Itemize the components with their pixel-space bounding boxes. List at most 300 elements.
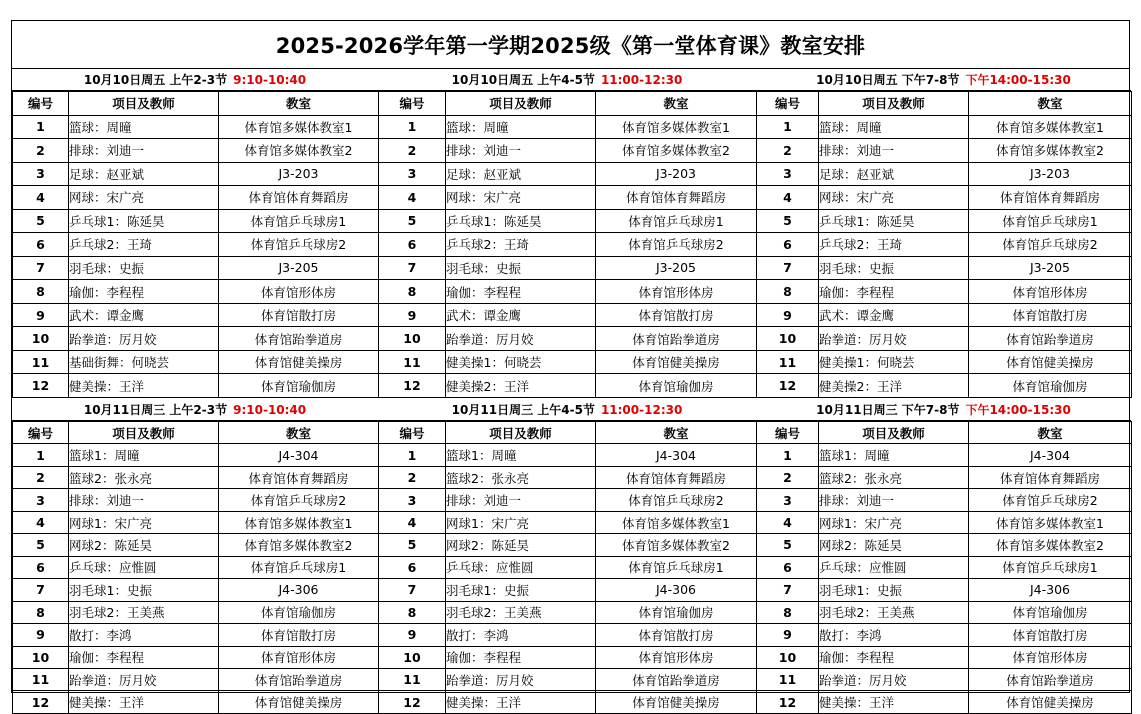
- classroom: 体育馆体育舞蹈房: [219, 186, 379, 210]
- session-block: [756, 69, 1131, 398]
- header-room: 教室: [596, 92, 757, 116]
- project-teacher: 健美操：王洋: [446, 691, 596, 714]
- session-time: 下午14:00-15:30: [965, 403, 1071, 417]
- row-number: 11: [379, 350, 446, 374]
- project-teacher: 乒乓球1：陈延昊: [819, 209, 969, 233]
- row-number: 4: [379, 511, 446, 533]
- project-teacher: 网球：宋广亮: [446, 186, 596, 210]
- table-row: [13, 668, 379, 690]
- table-row: [757, 233, 1132, 257]
- row-number: 4: [379, 186, 446, 210]
- session-time: 11:00-12:30: [600, 72, 683, 87]
- row-number: 9: [757, 624, 819, 646]
- row-number: 1: [757, 115, 819, 139]
- classroom: J4-304: [596, 444, 757, 466]
- table-row: [13, 139, 379, 163]
- header-project: 项目及教师: [69, 92, 219, 116]
- classroom: 体育馆形体房: [596, 646, 757, 668]
- project-teacher: 基础街舞：何晓芸: [69, 350, 219, 374]
- table-row: [13, 327, 379, 351]
- table-row: [13, 601, 379, 623]
- session-date: 10月11日周三 上午2-3节: [83, 403, 228, 417]
- session-table: [12, 421, 379, 714]
- session-header: [12, 399, 378, 421]
- header-num: 编号: [757, 422, 819, 444]
- table-header-row: [379, 92, 757, 116]
- row-number: 9: [379, 303, 446, 327]
- project-teacher: 足球：赵亚斌: [69, 162, 219, 186]
- header-num: 编号: [13, 422, 69, 444]
- classroom: 体育馆跆拳道房: [596, 327, 757, 351]
- row-number: 5: [757, 534, 819, 556]
- project-teacher: 乒乓球2：王琦: [819, 233, 969, 257]
- table-row: [379, 691, 757, 714]
- table-row: [379, 511, 757, 533]
- table-row: [757, 601, 1132, 623]
- row-number: 10: [757, 646, 819, 668]
- row-number: 7: [13, 256, 69, 280]
- classroom: 体育馆多媒体教室1: [596, 115, 757, 139]
- session-time: 9:10-10:40: [233, 402, 307, 417]
- classroom: 体育馆散打房: [596, 303, 757, 327]
- project-teacher: 跆拳道：厉月姣: [69, 327, 219, 351]
- project-teacher: 跆拳道：厉月姣: [819, 668, 969, 690]
- table-row: [757, 646, 1132, 668]
- row-number: 2: [757, 466, 819, 488]
- row-number: 4: [757, 186, 819, 210]
- project-teacher: 跆拳道：厉月姣: [446, 327, 596, 351]
- classroom: 体育馆体育舞蹈房: [219, 466, 379, 488]
- row-number: 11: [379, 668, 446, 690]
- table-row: [379, 624, 757, 646]
- project-teacher: 武术：谭金鹰: [446, 303, 596, 327]
- classroom: 体育馆多媒体教室1: [969, 511, 1132, 533]
- row-number: 10: [13, 646, 69, 668]
- project-teacher: 排球：刘迪一: [69, 489, 219, 511]
- project-teacher: 网球1：宋广亮: [819, 511, 969, 533]
- table-row: [379, 350, 757, 374]
- session-header: [756, 69, 1131, 91]
- session-block: [12, 69, 378, 398]
- project-teacher: 跆拳道：厉月姣: [446, 668, 596, 690]
- project-teacher: 网球：宋广亮: [69, 186, 219, 210]
- project-teacher: 排球：刘迪一: [69, 139, 219, 163]
- table-row: [379, 256, 757, 280]
- header-project: 项目及教师: [819, 92, 969, 116]
- classroom: 体育馆形体房: [219, 280, 379, 304]
- project-teacher: 篮球2：张永亮: [69, 466, 219, 488]
- table-row: [379, 534, 757, 556]
- row-number: 7: [379, 256, 446, 280]
- row-number: 4: [757, 511, 819, 533]
- row-number: 5: [13, 534, 69, 556]
- classroom: 体育馆乒乓球房2: [219, 489, 379, 511]
- row-number: 1: [379, 444, 446, 466]
- project-teacher: 篮球1：周曈: [446, 444, 596, 466]
- classroom: 体育馆多媒体教室1: [969, 115, 1132, 139]
- row-number: 12: [757, 691, 819, 714]
- row-number: 6: [379, 233, 446, 257]
- classroom: J3-203: [596, 162, 757, 186]
- session-date: 10月11日周三 上午4-5节: [451, 403, 595, 417]
- row-number: 9: [379, 624, 446, 646]
- classroom: 体育馆体育舞蹈房: [596, 186, 757, 210]
- project-teacher: 羽毛球2：王美燕: [819, 601, 969, 623]
- classroom: 体育馆体育舞蹈房: [969, 186, 1132, 210]
- session-block: [12, 399, 378, 714]
- row-number: 7: [13, 579, 69, 601]
- project-teacher: 羽毛球：史振: [69, 256, 219, 280]
- row-number: 3: [757, 489, 819, 511]
- table-row: [13, 444, 379, 466]
- table-header-row: [379, 422, 757, 444]
- project-teacher: 瑜伽：李程程: [69, 280, 219, 304]
- project-teacher: 乒乓球1：陈延昊: [446, 209, 596, 233]
- row-number: 6: [13, 556, 69, 578]
- classroom: 体育馆瑜伽房: [596, 601, 757, 623]
- classroom: 体育馆健美操房: [219, 350, 379, 374]
- project-teacher: 网球2：陈延昊: [446, 534, 596, 556]
- classroom: 体育馆乒乓球房2: [219, 233, 379, 257]
- classroom: 体育馆跆拳道房: [219, 327, 379, 351]
- row-number: 1: [13, 115, 69, 139]
- table-row: [379, 280, 757, 304]
- table-row: [13, 115, 379, 139]
- table-row: [379, 579, 757, 601]
- project-teacher: 篮球1：周曈: [819, 444, 969, 466]
- row-number: 7: [757, 256, 819, 280]
- row-number: 4: [13, 186, 69, 210]
- table-row: [757, 280, 1132, 304]
- row-number: 4: [13, 511, 69, 533]
- table-row: [379, 374, 757, 398]
- session-time: 下午14:00-15:30: [965, 73, 1071, 87]
- table-row: [379, 444, 757, 466]
- project-teacher: 乒乓球：应惟圆: [446, 556, 596, 578]
- table-row: [13, 374, 379, 398]
- project-teacher: 乒乓球：应惟圆: [819, 556, 969, 578]
- table-row: [757, 444, 1132, 466]
- row-number: 12: [13, 691, 69, 714]
- classroom: 体育馆瑜伽房: [596, 374, 757, 398]
- classroom: 体育馆健美操房: [219, 691, 379, 714]
- classroom: 体育馆瑜伽房: [969, 374, 1132, 398]
- table-row: [757, 256, 1132, 280]
- session-date: 10月10日周五 上午4-5节: [451, 73, 595, 87]
- table-row: [757, 556, 1132, 578]
- session-table: [378, 421, 757, 714]
- table-row: [13, 256, 379, 280]
- project-teacher: 篮球2：张永亮: [446, 466, 596, 488]
- row-number: 10: [379, 646, 446, 668]
- row-number: 3: [379, 162, 446, 186]
- project-teacher: 排球：刘迪一: [446, 139, 596, 163]
- table-row: [379, 601, 757, 623]
- project-teacher: 健美操1：何晓芸: [446, 350, 596, 374]
- table-row: [757, 489, 1132, 511]
- table-row: [757, 374, 1132, 398]
- table-row: [13, 489, 379, 511]
- table-row: [379, 209, 757, 233]
- row-number: 2: [13, 466, 69, 488]
- header-room: 教室: [969, 92, 1132, 116]
- classroom: 体育馆乒乓球房1: [969, 209, 1132, 233]
- session-header: [378, 69, 756, 91]
- row-number: 11: [13, 668, 69, 690]
- classroom: 体育馆跆拳道房: [219, 668, 379, 690]
- project-teacher: 乒乓球2：王琦: [69, 233, 219, 257]
- project-teacher: 健美操2：王洋: [446, 374, 596, 398]
- classroom: 体育馆乒乓球房2: [969, 233, 1132, 257]
- classroom: 体育馆多媒体教室1: [596, 511, 757, 533]
- project-teacher: 篮球：周曈: [446, 115, 596, 139]
- table-row: [13, 186, 379, 210]
- classroom: 体育馆乒乓球房1: [219, 556, 379, 578]
- table-row: [379, 186, 757, 210]
- table-row: [13, 691, 379, 714]
- project-teacher: 瑜伽：李程程: [446, 646, 596, 668]
- table-row: [379, 489, 757, 511]
- row-number: 1: [13, 444, 69, 466]
- project-teacher: 乒乓球：应惟圆: [69, 556, 219, 578]
- row-number: 7: [379, 579, 446, 601]
- classroom: 体育馆跆拳道房: [596, 668, 757, 690]
- project-teacher: 网球：宋广亮: [819, 186, 969, 210]
- classroom: J4-306: [969, 579, 1132, 601]
- classroom: 体育馆乒乓球房1: [596, 209, 757, 233]
- table-row: [13, 624, 379, 646]
- table-row: [379, 162, 757, 186]
- row-number: 6: [13, 233, 69, 257]
- classroom: 体育馆体育舞蹈房: [596, 466, 757, 488]
- project-teacher: 篮球2：张永亮: [819, 466, 969, 488]
- project-teacher: 篮球1：周曈: [69, 444, 219, 466]
- row-number: 8: [757, 280, 819, 304]
- project-teacher: 健美操：王洋: [69, 374, 219, 398]
- classroom: 体育馆散打房: [596, 624, 757, 646]
- project-teacher: 健美操：王洋: [819, 691, 969, 714]
- project-teacher: 网球2：陈延昊: [69, 534, 219, 556]
- table-header-row: [757, 92, 1132, 116]
- table-row: [379, 668, 757, 690]
- table-row: [757, 209, 1132, 233]
- project-teacher: 排球：刘迪一: [819, 139, 969, 163]
- classroom: J4-304: [219, 444, 379, 466]
- project-teacher: 篮球：周曈: [819, 115, 969, 139]
- row-number: 6: [757, 233, 819, 257]
- project-teacher: 健美操：王洋: [69, 691, 219, 714]
- classroom: 体育馆多媒体教室2: [219, 139, 379, 163]
- row-number: 5: [13, 209, 69, 233]
- row-number: 9: [757, 303, 819, 327]
- project-teacher: 武术：谭金鹰: [819, 303, 969, 327]
- row-number: 3: [13, 162, 69, 186]
- project-teacher: 羽毛球2：王美燕: [69, 601, 219, 623]
- table-row: [13, 511, 379, 533]
- table-row: [757, 534, 1132, 556]
- session-table: [378, 91, 757, 398]
- classroom: 体育馆乒乓球房1: [596, 556, 757, 578]
- table-row: [757, 466, 1132, 488]
- table-row: [757, 668, 1132, 690]
- project-teacher: 散打：李鸿: [446, 624, 596, 646]
- project-teacher: 散打：李鸿: [819, 624, 969, 646]
- table-row: [13, 579, 379, 601]
- row-number: 5: [757, 209, 819, 233]
- schedule-sheet: [11, 20, 1130, 711]
- table-header-row: [13, 92, 379, 116]
- header-num: 编号: [379, 422, 446, 444]
- row-number: 12: [13, 374, 69, 398]
- classroom: 体育馆多媒体教室1: [219, 511, 379, 533]
- table-row: [379, 556, 757, 578]
- classroom: 体育馆乒乓球房1: [219, 209, 379, 233]
- table-row: [757, 511, 1132, 533]
- classroom: 体育馆健美操房: [596, 350, 757, 374]
- header-num: 编号: [757, 92, 819, 116]
- table-header-row: [757, 422, 1132, 444]
- row-number: 8: [13, 280, 69, 304]
- project-teacher: 乒乓球1：陈延昊: [69, 209, 219, 233]
- table-row: [13, 466, 379, 488]
- row-number: 8: [379, 280, 446, 304]
- row-number: 10: [13, 327, 69, 351]
- classroom: 体育馆散打房: [219, 303, 379, 327]
- table-row: [13, 534, 379, 556]
- table-row: [13, 646, 379, 668]
- classroom: 体育馆健美操房: [969, 691, 1132, 714]
- table-row: [13, 209, 379, 233]
- header-project: 项目及教师: [446, 92, 596, 116]
- row-number: 8: [379, 601, 446, 623]
- header-project: 项目及教师: [69, 422, 219, 444]
- session-date: 10月10日周五 下午7-8节: [816, 73, 960, 87]
- table-row: [13, 303, 379, 327]
- row-number: 9: [13, 624, 69, 646]
- session-date: 10月11日周三 下午7-8节: [816, 403, 960, 417]
- classroom: 体育馆多媒体教室2: [596, 139, 757, 163]
- row-number: 3: [379, 489, 446, 511]
- project-teacher: 羽毛球：史振: [819, 256, 969, 280]
- classroom: 体育馆形体房: [969, 280, 1132, 304]
- classroom: J4-306: [596, 579, 757, 601]
- row-number: 12: [379, 691, 446, 714]
- row-number: 5: [379, 209, 446, 233]
- table-row: [379, 233, 757, 257]
- classroom: J3-205: [596, 256, 757, 280]
- row-number: 2: [379, 139, 446, 163]
- classroom: 体育馆多媒体教室1: [219, 115, 379, 139]
- row-number: 12: [757, 374, 819, 398]
- row-number: 3: [757, 162, 819, 186]
- classroom: 体育馆瑜伽房: [969, 601, 1132, 623]
- classroom: 体育馆跆拳道房: [969, 668, 1132, 690]
- row-number: 9: [13, 303, 69, 327]
- table-row: [757, 327, 1132, 351]
- table-row: [757, 579, 1132, 601]
- classroom: 体育馆体育舞蹈房: [969, 466, 1132, 488]
- classroom: 体育馆瑜伽房: [219, 374, 379, 398]
- project-teacher: 羽毛球：史振: [446, 256, 596, 280]
- classroom: 体育馆乒乓球房1: [969, 556, 1132, 578]
- page-title: 2025-2026学年第一学期2025级《第一堂体育课》教室安排: [12, 21, 1129, 69]
- table-row: [13, 162, 379, 186]
- classroom: J3-203: [969, 162, 1132, 186]
- classroom: 体育馆形体房: [596, 280, 757, 304]
- classroom: J4-306: [219, 579, 379, 601]
- row-number: 2: [757, 139, 819, 163]
- classroom: 体育馆散打房: [219, 624, 379, 646]
- classroom: J3-205: [969, 256, 1132, 280]
- table-row: [757, 115, 1132, 139]
- project-teacher: 排球：刘迪一: [819, 489, 969, 511]
- classroom: 体育馆散打房: [969, 303, 1132, 327]
- row-number: 11: [757, 668, 819, 690]
- header-project: 项目及教师: [446, 422, 596, 444]
- classroom: 体育馆跆拳道房: [969, 327, 1132, 351]
- session-block: [756, 399, 1131, 714]
- classroom: 体育馆多媒体教室2: [596, 534, 757, 556]
- table-row: [757, 186, 1132, 210]
- session-header: [756, 399, 1131, 421]
- header-room: 教室: [219, 422, 379, 444]
- classroom: 体育馆健美操房: [596, 691, 757, 714]
- project-teacher: 瑜伽：李程程: [819, 646, 969, 668]
- row-number: 6: [757, 556, 819, 578]
- row-number: 11: [13, 350, 69, 374]
- project-teacher: 网球1：宋广亮: [69, 511, 219, 533]
- project-teacher: 足球：赵亚斌: [446, 162, 596, 186]
- row-number: 2: [379, 466, 446, 488]
- classroom: J3-203: [219, 162, 379, 186]
- classroom: 体育馆形体房: [969, 646, 1132, 668]
- project-teacher: 散打：李鸿: [69, 624, 219, 646]
- project-teacher: 羽毛球1：史振: [446, 579, 596, 601]
- session-header: [378, 399, 756, 421]
- table-row: [379, 139, 757, 163]
- session-header: [12, 69, 378, 91]
- project-teacher: 网球1：宋广亮: [446, 511, 596, 533]
- classroom: 体育馆乒乓球房2: [969, 489, 1132, 511]
- project-teacher: 瑜伽：李程程: [819, 280, 969, 304]
- row-number: 10: [379, 327, 446, 351]
- table-row: [379, 303, 757, 327]
- row-number: 8: [757, 601, 819, 623]
- row-number: 8: [13, 601, 69, 623]
- project-teacher: 乒乓球2：王琦: [446, 233, 596, 257]
- table-row: [757, 303, 1132, 327]
- table-row: [757, 139, 1132, 163]
- project-teacher: 羽毛球1：史振: [69, 579, 219, 601]
- header-room: 教室: [596, 422, 757, 444]
- table-row: [379, 115, 757, 139]
- session-table: [756, 421, 1132, 714]
- session-table: [12, 91, 379, 398]
- project-teacher: 健美操1：何晓芸: [819, 350, 969, 374]
- session-date: 10月10日周五 上午2-3节: [83, 73, 228, 87]
- table-row: [757, 162, 1132, 186]
- row-number: 3: [13, 489, 69, 511]
- session-table: [756, 91, 1132, 398]
- row-number: 2: [13, 139, 69, 163]
- project-teacher: 网球2：陈延昊: [819, 534, 969, 556]
- classroom: 体育馆多媒体教室2: [969, 139, 1132, 163]
- session-time: 9:10-10:40: [233, 72, 307, 87]
- classroom: 体育馆多媒体教室2: [969, 534, 1132, 556]
- table-row: [379, 646, 757, 668]
- classroom: J4-304: [969, 444, 1132, 466]
- row-number: 1: [379, 115, 446, 139]
